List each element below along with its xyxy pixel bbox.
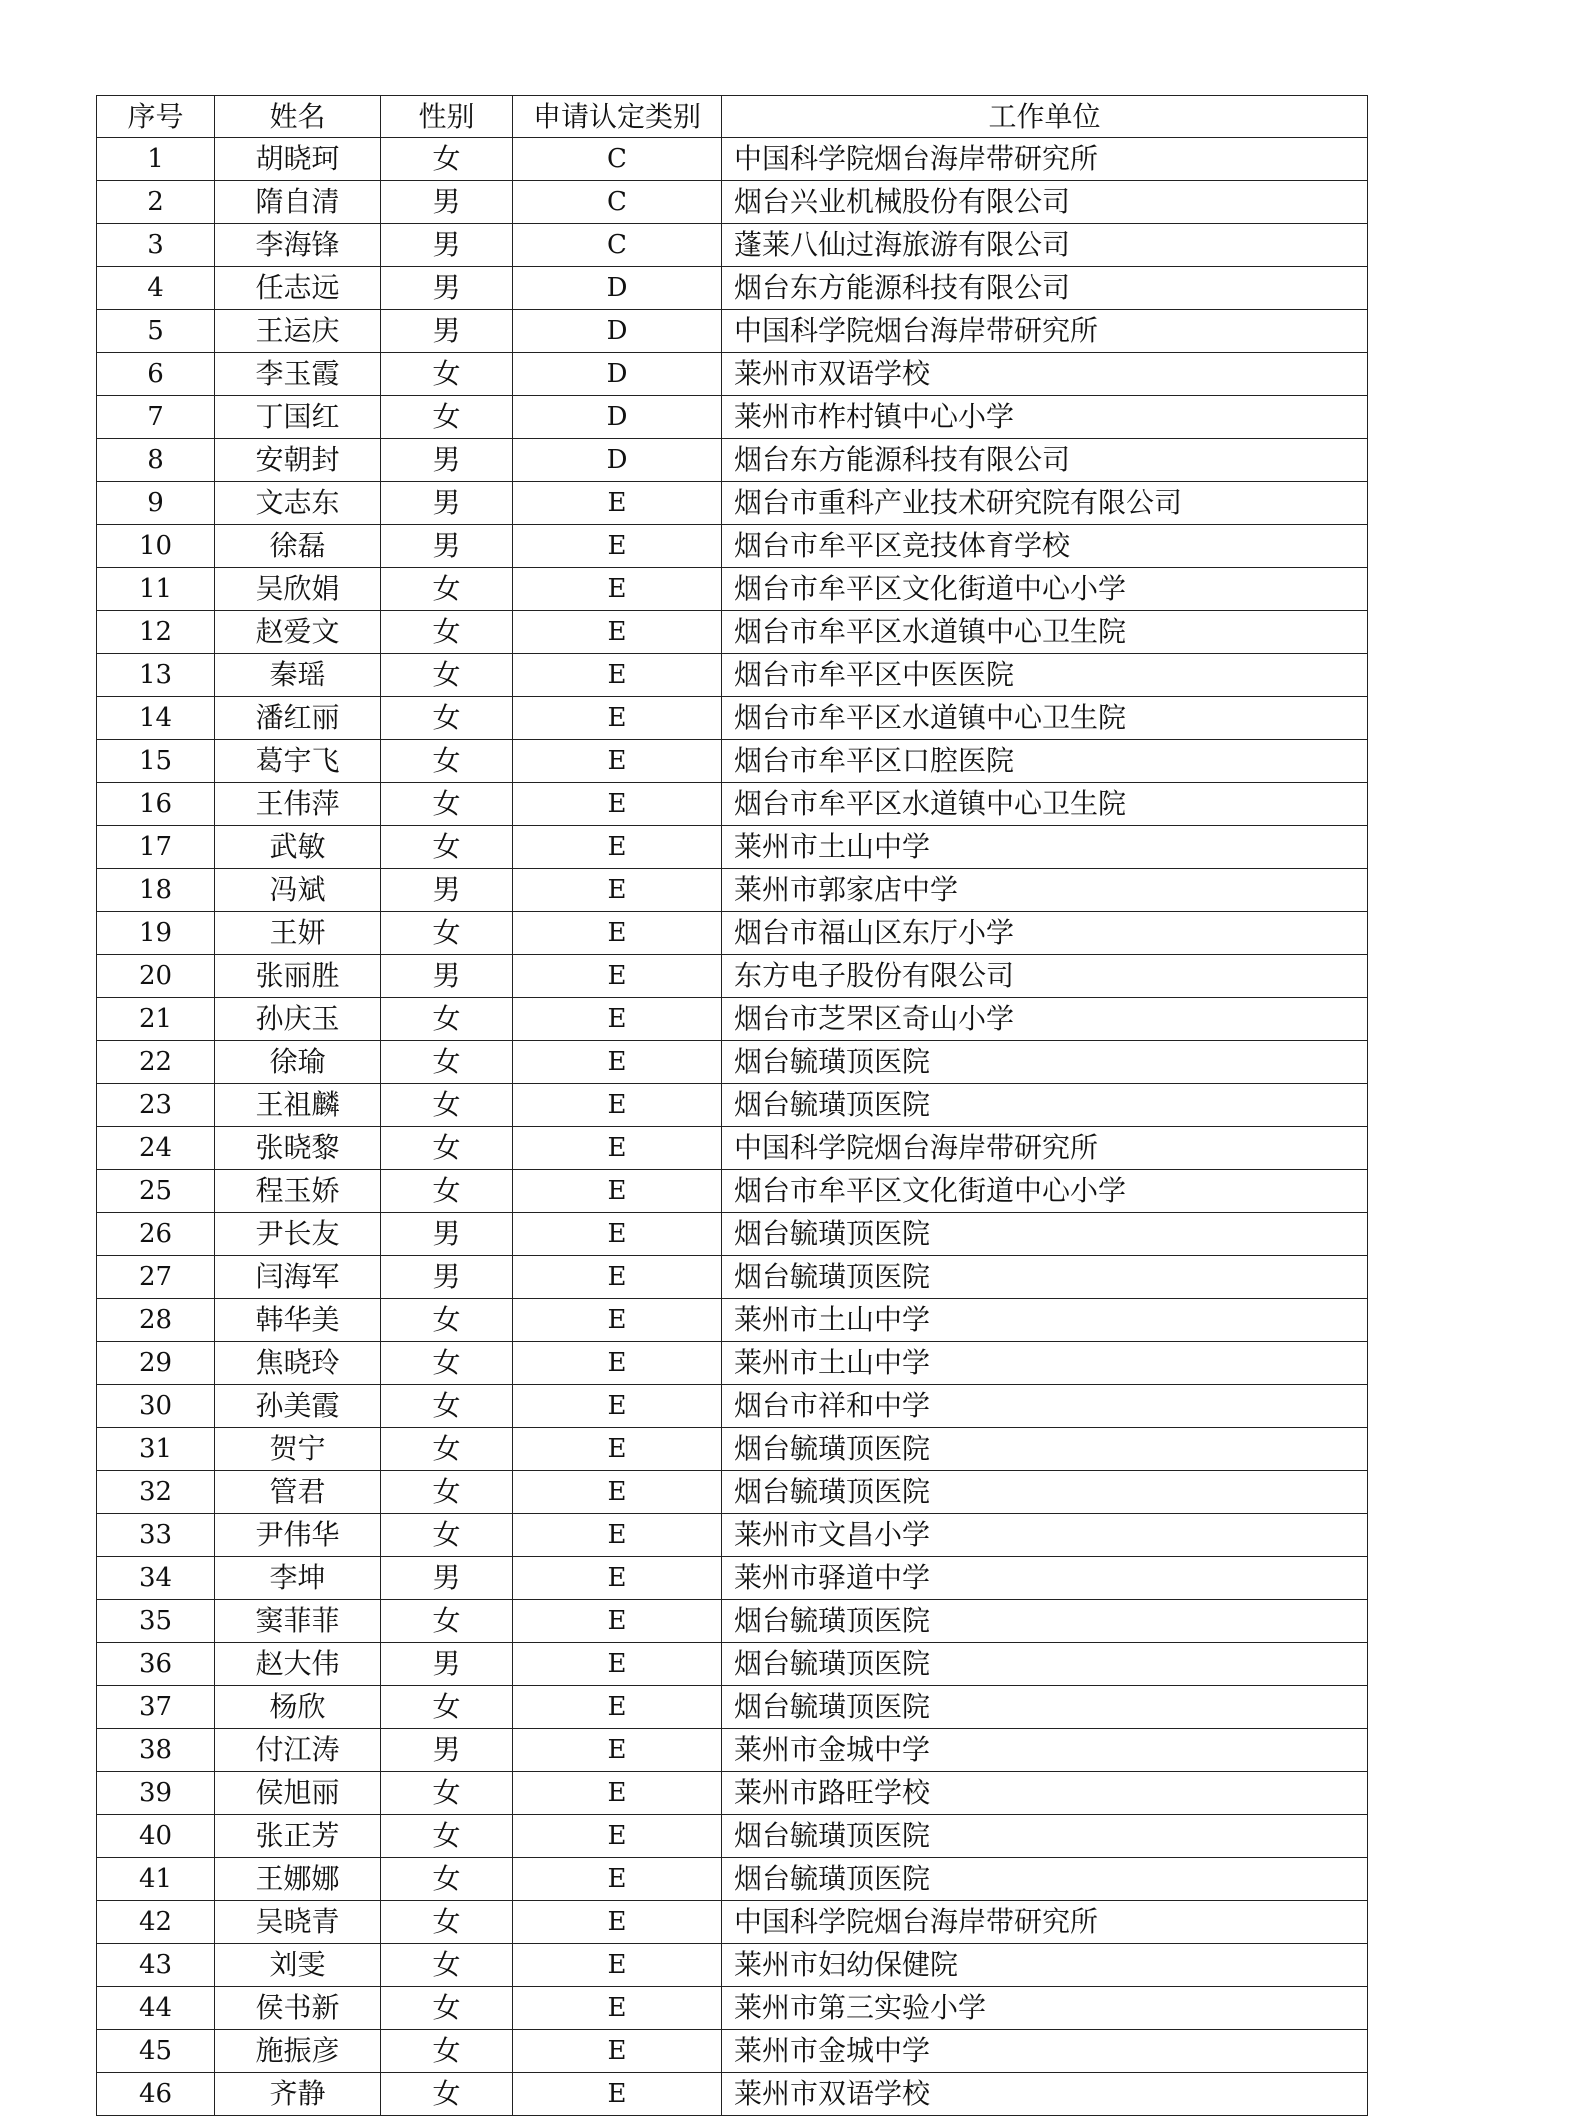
cell-gender: 女 bbox=[381, 1342, 513, 1385]
cell-category: E bbox=[513, 1213, 722, 1256]
cell-serial-number: 10 bbox=[97, 525, 215, 568]
cell-name: 武敏 bbox=[215, 826, 381, 869]
cell-work-unit: 烟台市牟平区竞技体育学校 bbox=[722, 525, 1368, 568]
cell-work-unit: 烟台市牟平区文化街道中心小学 bbox=[722, 1170, 1368, 1213]
talent-list-table bbox=[96, 95, 1368, 2116]
cell-work-unit: 烟台毓璜顶医院 bbox=[722, 1686, 1368, 1729]
cell-gender: 女 bbox=[381, 1170, 513, 1213]
cell-category: E bbox=[513, 611, 722, 654]
cell-name: 尹伟华 bbox=[215, 1514, 381, 1557]
cell-gender: 男 bbox=[381, 869, 513, 912]
cell-serial-number: 1 bbox=[97, 138, 215, 181]
cell-gender: 男 bbox=[381, 1213, 513, 1256]
cell-gender: 男 bbox=[381, 439, 513, 482]
header-category: 申请认定类别 bbox=[513, 96, 722, 138]
cell-category: D bbox=[513, 353, 722, 396]
cell-name: 齐静 bbox=[215, 2073, 381, 2116]
cell-gender: 女 bbox=[381, 1428, 513, 1471]
table-row bbox=[97, 1514, 1368, 1557]
cell-serial-number: 42 bbox=[97, 1901, 215, 1944]
table-row bbox=[97, 1557, 1368, 1600]
cell-name: 窦菲菲 bbox=[215, 1600, 381, 1643]
cell-serial-number: 35 bbox=[97, 1600, 215, 1643]
cell-name: 文志东 bbox=[215, 482, 381, 525]
cell-name: 李海锋 bbox=[215, 224, 381, 267]
cell-gender: 女 bbox=[381, 568, 513, 611]
cell-gender: 女 bbox=[381, 1127, 513, 1170]
cell-category: E bbox=[513, 998, 722, 1041]
cell-work-unit: 烟台市牟平区水道镇中心卫生院 bbox=[722, 783, 1368, 826]
table-row bbox=[97, 912, 1368, 955]
cell-name: 李玉霞 bbox=[215, 353, 381, 396]
cell-category: E bbox=[513, 1342, 722, 1385]
cell-name: 闫海军 bbox=[215, 1256, 381, 1299]
cell-category: E bbox=[513, 826, 722, 869]
cell-gender: 女 bbox=[381, 1471, 513, 1514]
cell-serial-number: 8 bbox=[97, 439, 215, 482]
table-row bbox=[97, 740, 1368, 783]
cell-category: E bbox=[513, 1901, 722, 1944]
cell-category: E bbox=[513, 1944, 722, 1987]
cell-category: E bbox=[513, 1815, 722, 1858]
table-row bbox=[97, 2030, 1368, 2073]
cell-name: 赵大伟 bbox=[215, 1643, 381, 1686]
cell-category: E bbox=[513, 1772, 722, 1815]
cell-name: 尹长友 bbox=[215, 1213, 381, 1256]
table-row bbox=[97, 998, 1368, 1041]
cell-serial-number: 29 bbox=[97, 1342, 215, 1385]
cell-category: E bbox=[513, 1987, 722, 2030]
cell-name: 侯书新 bbox=[215, 1987, 381, 2030]
cell-gender: 男 bbox=[381, 181, 513, 224]
cell-serial-number: 26 bbox=[97, 1213, 215, 1256]
cell-category: E bbox=[513, 525, 722, 568]
cell-work-unit: 莱州市双语学校 bbox=[722, 353, 1368, 396]
cell-work-unit: 莱州市双语学校 bbox=[722, 2073, 1368, 2116]
cell-serial-number: 37 bbox=[97, 1686, 215, 1729]
cell-gender: 女 bbox=[381, 2030, 513, 2073]
cell-category: E bbox=[513, 955, 722, 998]
header-gender: 性别 bbox=[381, 96, 513, 138]
cell-work-unit: 莱州市土山中学 bbox=[722, 1299, 1368, 1342]
cell-name: 吴欣娟 bbox=[215, 568, 381, 611]
cell-name: 李坤 bbox=[215, 1557, 381, 1600]
table-row bbox=[97, 1901, 1368, 1944]
cell-name: 王伟萍 bbox=[215, 783, 381, 826]
cell-name: 葛宇飞 bbox=[215, 740, 381, 783]
cell-serial-number: 28 bbox=[97, 1299, 215, 1342]
cell-category: E bbox=[513, 482, 722, 525]
cell-name: 管君 bbox=[215, 1471, 381, 1514]
table-row bbox=[97, 482, 1368, 525]
cell-gender: 女 bbox=[381, 1041, 513, 1084]
table-row bbox=[97, 267, 1368, 310]
cell-gender: 女 bbox=[381, 396, 513, 439]
cell-gender: 女 bbox=[381, 697, 513, 740]
cell-gender: 男 bbox=[381, 525, 513, 568]
cell-name: 焦晓玲 bbox=[215, 1342, 381, 1385]
cell-name: 张丽胜 bbox=[215, 955, 381, 998]
cell-work-unit: 烟台毓璜顶医院 bbox=[722, 1858, 1368, 1901]
cell-work-unit: 烟台市祥和中学 bbox=[722, 1385, 1368, 1428]
cell-name: 王娜娜 bbox=[215, 1858, 381, 1901]
cell-category: E bbox=[513, 869, 722, 912]
cell-work-unit: 莱州市文昌小学 bbox=[722, 1514, 1368, 1557]
header-serial-number: 序号 bbox=[97, 96, 215, 138]
cell-category: E bbox=[513, 1600, 722, 1643]
table-row bbox=[97, 1170, 1368, 1213]
table-row bbox=[97, 439, 1368, 482]
cell-name: 张晓黎 bbox=[215, 1127, 381, 1170]
cell-name: 程玉娇 bbox=[215, 1170, 381, 1213]
cell-work-unit: 莱州市驿道中学 bbox=[722, 1557, 1368, 1600]
table-row bbox=[97, 1127, 1368, 1170]
cell-gender: 女 bbox=[381, 1686, 513, 1729]
cell-work-unit: 莱州市妇幼保健院 bbox=[722, 1944, 1368, 1987]
cell-name: 赵爱文 bbox=[215, 611, 381, 654]
cell-work-unit: 烟台毓璜顶医院 bbox=[722, 1041, 1368, 1084]
cell-work-unit: 烟台市牟平区中医医院 bbox=[722, 654, 1368, 697]
cell-gender: 女 bbox=[381, 138, 513, 181]
table-row bbox=[97, 1772, 1368, 1815]
cell-serial-number: 17 bbox=[97, 826, 215, 869]
cell-category: E bbox=[513, 1557, 722, 1600]
cell-gender: 女 bbox=[381, 654, 513, 697]
cell-category: E bbox=[513, 1299, 722, 1342]
cell-gender: 男 bbox=[381, 955, 513, 998]
cell-gender: 女 bbox=[381, 1600, 513, 1643]
cell-work-unit: 蓬莱八仙过海旅游有限公司 bbox=[722, 224, 1368, 267]
cell-gender: 女 bbox=[381, 1299, 513, 1342]
cell-gender: 男 bbox=[381, 267, 513, 310]
table-row bbox=[97, 1815, 1368, 1858]
cell-work-unit: 烟台市牟平区口腔医院 bbox=[722, 740, 1368, 783]
cell-gender: 女 bbox=[381, 826, 513, 869]
cell-gender: 女 bbox=[381, 611, 513, 654]
cell-work-unit: 莱州市柞村镇中心小学 bbox=[722, 396, 1368, 439]
cell-work-unit: 莱州市郭家店中学 bbox=[722, 869, 1368, 912]
cell-category: E bbox=[513, 697, 722, 740]
cell-work-unit: 烟台东方能源科技有限公司 bbox=[722, 267, 1368, 310]
cell-work-unit: 烟台毓璜顶医院 bbox=[722, 1600, 1368, 1643]
cell-work-unit: 东方电子股份有限公司 bbox=[722, 955, 1368, 998]
cell-serial-number: 7 bbox=[97, 396, 215, 439]
table-row bbox=[97, 1256, 1368, 1299]
table-row bbox=[97, 181, 1368, 224]
cell-gender: 女 bbox=[381, 1901, 513, 1944]
cell-work-unit: 莱州市金城中学 bbox=[722, 2030, 1368, 2073]
table-row bbox=[97, 1428, 1368, 1471]
cell-gender: 女 bbox=[381, 912, 513, 955]
cell-work-unit: 中国科学院烟台海岸带研究所 bbox=[722, 1901, 1368, 1944]
table-row bbox=[97, 1987, 1368, 2030]
cell-serial-number: 6 bbox=[97, 353, 215, 396]
cell-gender: 女 bbox=[381, 353, 513, 396]
cell-category: D bbox=[513, 396, 722, 439]
cell-gender: 女 bbox=[381, 1385, 513, 1428]
cell-work-unit: 烟台毓璜顶医院 bbox=[722, 1428, 1368, 1471]
cell-category: E bbox=[513, 1256, 722, 1299]
cell-work-unit: 烟台市牟平区水道镇中心卫生院 bbox=[722, 611, 1368, 654]
cell-serial-number: 36 bbox=[97, 1643, 215, 1686]
cell-category: E bbox=[513, 568, 722, 611]
cell-name: 韩华美 bbox=[215, 1299, 381, 1342]
cell-serial-number: 18 bbox=[97, 869, 215, 912]
cell-name: 秦瑶 bbox=[215, 654, 381, 697]
table-row bbox=[97, 525, 1368, 568]
table-row bbox=[97, 568, 1368, 611]
table-row bbox=[97, 869, 1368, 912]
cell-work-unit: 中国科学院烟台海岸带研究所 bbox=[722, 310, 1368, 353]
table-row bbox=[97, 1471, 1368, 1514]
cell-serial-number: 21 bbox=[97, 998, 215, 1041]
cell-work-unit: 烟台毓璜顶医院 bbox=[722, 1643, 1368, 1686]
table-row bbox=[97, 1342, 1368, 1385]
cell-gender: 女 bbox=[381, 1858, 513, 1901]
table-row bbox=[97, 1385, 1368, 1428]
cell-work-unit: 烟台毓璜顶医院 bbox=[722, 1815, 1368, 1858]
table-row bbox=[97, 955, 1368, 998]
cell-gender: 男 bbox=[381, 1256, 513, 1299]
table-row bbox=[97, 1686, 1368, 1729]
cell-name: 孙庆玉 bbox=[215, 998, 381, 1041]
cell-name: 贺宁 bbox=[215, 1428, 381, 1471]
cell-name: 任志远 bbox=[215, 267, 381, 310]
cell-gender: 女 bbox=[381, 1084, 513, 1127]
cell-gender: 女 bbox=[381, 740, 513, 783]
cell-work-unit: 烟台市牟平区水道镇中心卫生院 bbox=[722, 697, 1368, 740]
table-row bbox=[97, 1729, 1368, 1772]
cell-serial-number: 3 bbox=[97, 224, 215, 267]
cell-name: 丁国红 bbox=[215, 396, 381, 439]
cell-category: C bbox=[513, 181, 722, 224]
cell-serial-number: 9 bbox=[97, 482, 215, 525]
cell-serial-number: 14 bbox=[97, 697, 215, 740]
cell-serial-number: 5 bbox=[97, 310, 215, 353]
cell-work-unit: 莱州市土山中学 bbox=[722, 1342, 1368, 1385]
cell-name: 安朝封 bbox=[215, 439, 381, 482]
cell-gender: 男 bbox=[381, 1643, 513, 1686]
cell-category: E bbox=[513, 1084, 722, 1127]
cell-category: E bbox=[513, 1471, 722, 1514]
cell-gender: 女 bbox=[381, 783, 513, 826]
cell-name: 隋自清 bbox=[215, 181, 381, 224]
cell-name: 徐磊 bbox=[215, 525, 381, 568]
talent-list-table-wrapper bbox=[96, 95, 1367, 2116]
table-row bbox=[97, 224, 1368, 267]
cell-gender: 女 bbox=[381, 1944, 513, 1987]
cell-category: E bbox=[513, 1514, 722, 1557]
table-row bbox=[97, 353, 1368, 396]
cell-name: 刘雯 bbox=[215, 1944, 381, 1987]
cell-category: E bbox=[513, 1127, 722, 1170]
cell-gender: 女 bbox=[381, 2073, 513, 2116]
cell-name: 胡晓珂 bbox=[215, 138, 381, 181]
table-row bbox=[97, 2073, 1368, 2116]
cell-gender: 男 bbox=[381, 482, 513, 525]
cell-gender: 男 bbox=[381, 224, 513, 267]
cell-category: C bbox=[513, 224, 722, 267]
cell-gender: 女 bbox=[381, 1772, 513, 1815]
cell-category: E bbox=[513, 1643, 722, 1686]
cell-work-unit: 烟台市重科产业技术研究院有限公司 bbox=[722, 482, 1368, 525]
cell-work-unit: 中国科学院烟台海岸带研究所 bbox=[722, 1127, 1368, 1170]
header-name: 姓名 bbox=[215, 96, 381, 138]
cell-work-unit: 莱州市路旺学校 bbox=[722, 1772, 1368, 1815]
table-row bbox=[97, 697, 1368, 740]
cell-category: D bbox=[513, 267, 722, 310]
cell-gender: 男 bbox=[381, 310, 513, 353]
cell-name: 孙美霞 bbox=[215, 1385, 381, 1428]
cell-serial-number: 11 bbox=[97, 568, 215, 611]
cell-serial-number: 24 bbox=[97, 1127, 215, 1170]
table-row bbox=[97, 654, 1368, 697]
cell-serial-number: 30 bbox=[97, 1385, 215, 1428]
cell-serial-number: 40 bbox=[97, 1815, 215, 1858]
cell-serial-number: 39 bbox=[97, 1772, 215, 1815]
cell-gender: 女 bbox=[381, 998, 513, 1041]
cell-work-unit: 烟台兴业机械股份有限公司 bbox=[722, 181, 1368, 224]
cell-category: D bbox=[513, 439, 722, 482]
cell-gender: 女 bbox=[381, 1987, 513, 2030]
table-body bbox=[97, 138, 1368, 2116]
table-header bbox=[97, 96, 1368, 138]
cell-work-unit: 莱州市金城中学 bbox=[722, 1729, 1368, 1772]
table-row bbox=[97, 1213, 1368, 1256]
cell-serial-number: 23 bbox=[97, 1084, 215, 1127]
cell-work-unit: 烟台东方能源科技有限公司 bbox=[722, 439, 1368, 482]
table-row bbox=[97, 1084, 1368, 1127]
cell-name: 潘红丽 bbox=[215, 697, 381, 740]
cell-name: 施振彦 bbox=[215, 2030, 381, 2073]
table-row bbox=[97, 1858, 1368, 1901]
cell-serial-number: 2 bbox=[97, 181, 215, 224]
cell-name: 冯斌 bbox=[215, 869, 381, 912]
cell-work-unit: 莱州市土山中学 bbox=[722, 826, 1368, 869]
cell-serial-number: 12 bbox=[97, 611, 215, 654]
cell-work-unit: 烟台毓璜顶医院 bbox=[722, 1213, 1368, 1256]
cell-name: 张正芳 bbox=[215, 1815, 381, 1858]
cell-serial-number: 27 bbox=[97, 1256, 215, 1299]
table-row bbox=[97, 138, 1368, 181]
cell-work-unit: 烟台市福山区东厅小学 bbox=[722, 912, 1368, 955]
table-row bbox=[97, 1299, 1368, 1342]
cell-serial-number: 13 bbox=[97, 654, 215, 697]
cell-serial-number: 20 bbox=[97, 955, 215, 998]
cell-serial-number: 44 bbox=[97, 1987, 215, 2030]
table-row bbox=[97, 1041, 1368, 1084]
cell-gender: 男 bbox=[381, 1557, 513, 1600]
cell-serial-number: 33 bbox=[97, 1514, 215, 1557]
cell-serial-number: 25 bbox=[97, 1170, 215, 1213]
cell-category: E bbox=[513, 1686, 722, 1729]
cell-serial-number: 38 bbox=[97, 1729, 215, 1772]
cell-serial-number: 16 bbox=[97, 783, 215, 826]
cell-gender: 男 bbox=[381, 1729, 513, 1772]
cell-serial-number: 31 bbox=[97, 1428, 215, 1471]
cell-name: 杨欣 bbox=[215, 1686, 381, 1729]
cell-category: E bbox=[513, 1729, 722, 1772]
table-row bbox=[97, 1643, 1368, 1686]
cell-serial-number: 45 bbox=[97, 2030, 215, 2073]
cell-work-unit: 烟台毓璜顶医院 bbox=[722, 1471, 1368, 1514]
cell-work-unit: 莱州市第三实验小学 bbox=[722, 1987, 1368, 2030]
cell-serial-number: 43 bbox=[97, 1944, 215, 1987]
cell-category: E bbox=[513, 654, 722, 697]
cell-serial-number: 4 bbox=[97, 267, 215, 310]
cell-category: C bbox=[513, 138, 722, 181]
cell-name: 王祖麟 bbox=[215, 1084, 381, 1127]
cell-name: 王妍 bbox=[215, 912, 381, 955]
table-row bbox=[97, 1600, 1368, 1643]
cell-work-unit: 烟台毓璜顶医院 bbox=[722, 1084, 1368, 1127]
cell-category: E bbox=[513, 783, 722, 826]
cell-serial-number: 46 bbox=[97, 2073, 215, 2116]
cell-category: E bbox=[513, 1385, 722, 1428]
cell-gender: 女 bbox=[381, 1815, 513, 1858]
cell-serial-number: 19 bbox=[97, 912, 215, 955]
cell-work-unit: 烟台市芝罘区奇山小学 bbox=[722, 998, 1368, 1041]
cell-category: E bbox=[513, 1041, 722, 1084]
cell-serial-number: 22 bbox=[97, 1041, 215, 1084]
cell-category: E bbox=[513, 1858, 722, 1901]
cell-name: 徐瑜 bbox=[215, 1041, 381, 1084]
cell-gender: 女 bbox=[381, 1514, 513, 1557]
cell-name: 吴晓青 bbox=[215, 1901, 381, 1944]
cell-work-unit: 中国科学院烟台海岸带研究所 bbox=[722, 138, 1368, 181]
cell-work-unit: 烟台毓璜顶医院 bbox=[722, 1256, 1368, 1299]
cell-category: E bbox=[513, 912, 722, 955]
cell-name: 付江涛 bbox=[215, 1729, 381, 1772]
cell-category: E bbox=[513, 2073, 722, 2116]
cell-serial-number: 15 bbox=[97, 740, 215, 783]
cell-name: 王运庆 bbox=[215, 310, 381, 353]
cell-serial-number: 32 bbox=[97, 1471, 215, 1514]
cell-category: D bbox=[513, 310, 722, 353]
header-row bbox=[97, 96, 1368, 138]
cell-serial-number: 41 bbox=[97, 1858, 215, 1901]
cell-category: E bbox=[513, 1428, 722, 1471]
cell-name: 侯旭丽 bbox=[215, 1772, 381, 1815]
cell-category: E bbox=[513, 2030, 722, 2073]
cell-work-unit: 烟台市牟平区文化街道中心小学 bbox=[722, 568, 1368, 611]
table-row bbox=[97, 1944, 1368, 1987]
table-row bbox=[97, 783, 1368, 826]
cell-serial-number: 34 bbox=[97, 1557, 215, 1600]
header-work-unit: 工作单位 bbox=[722, 96, 1368, 138]
cell-category: E bbox=[513, 740, 722, 783]
cell-category: E bbox=[513, 1170, 722, 1213]
table-row bbox=[97, 310, 1368, 353]
table-row bbox=[97, 396, 1368, 439]
table-row bbox=[97, 826, 1368, 869]
table-row bbox=[97, 611, 1368, 654]
